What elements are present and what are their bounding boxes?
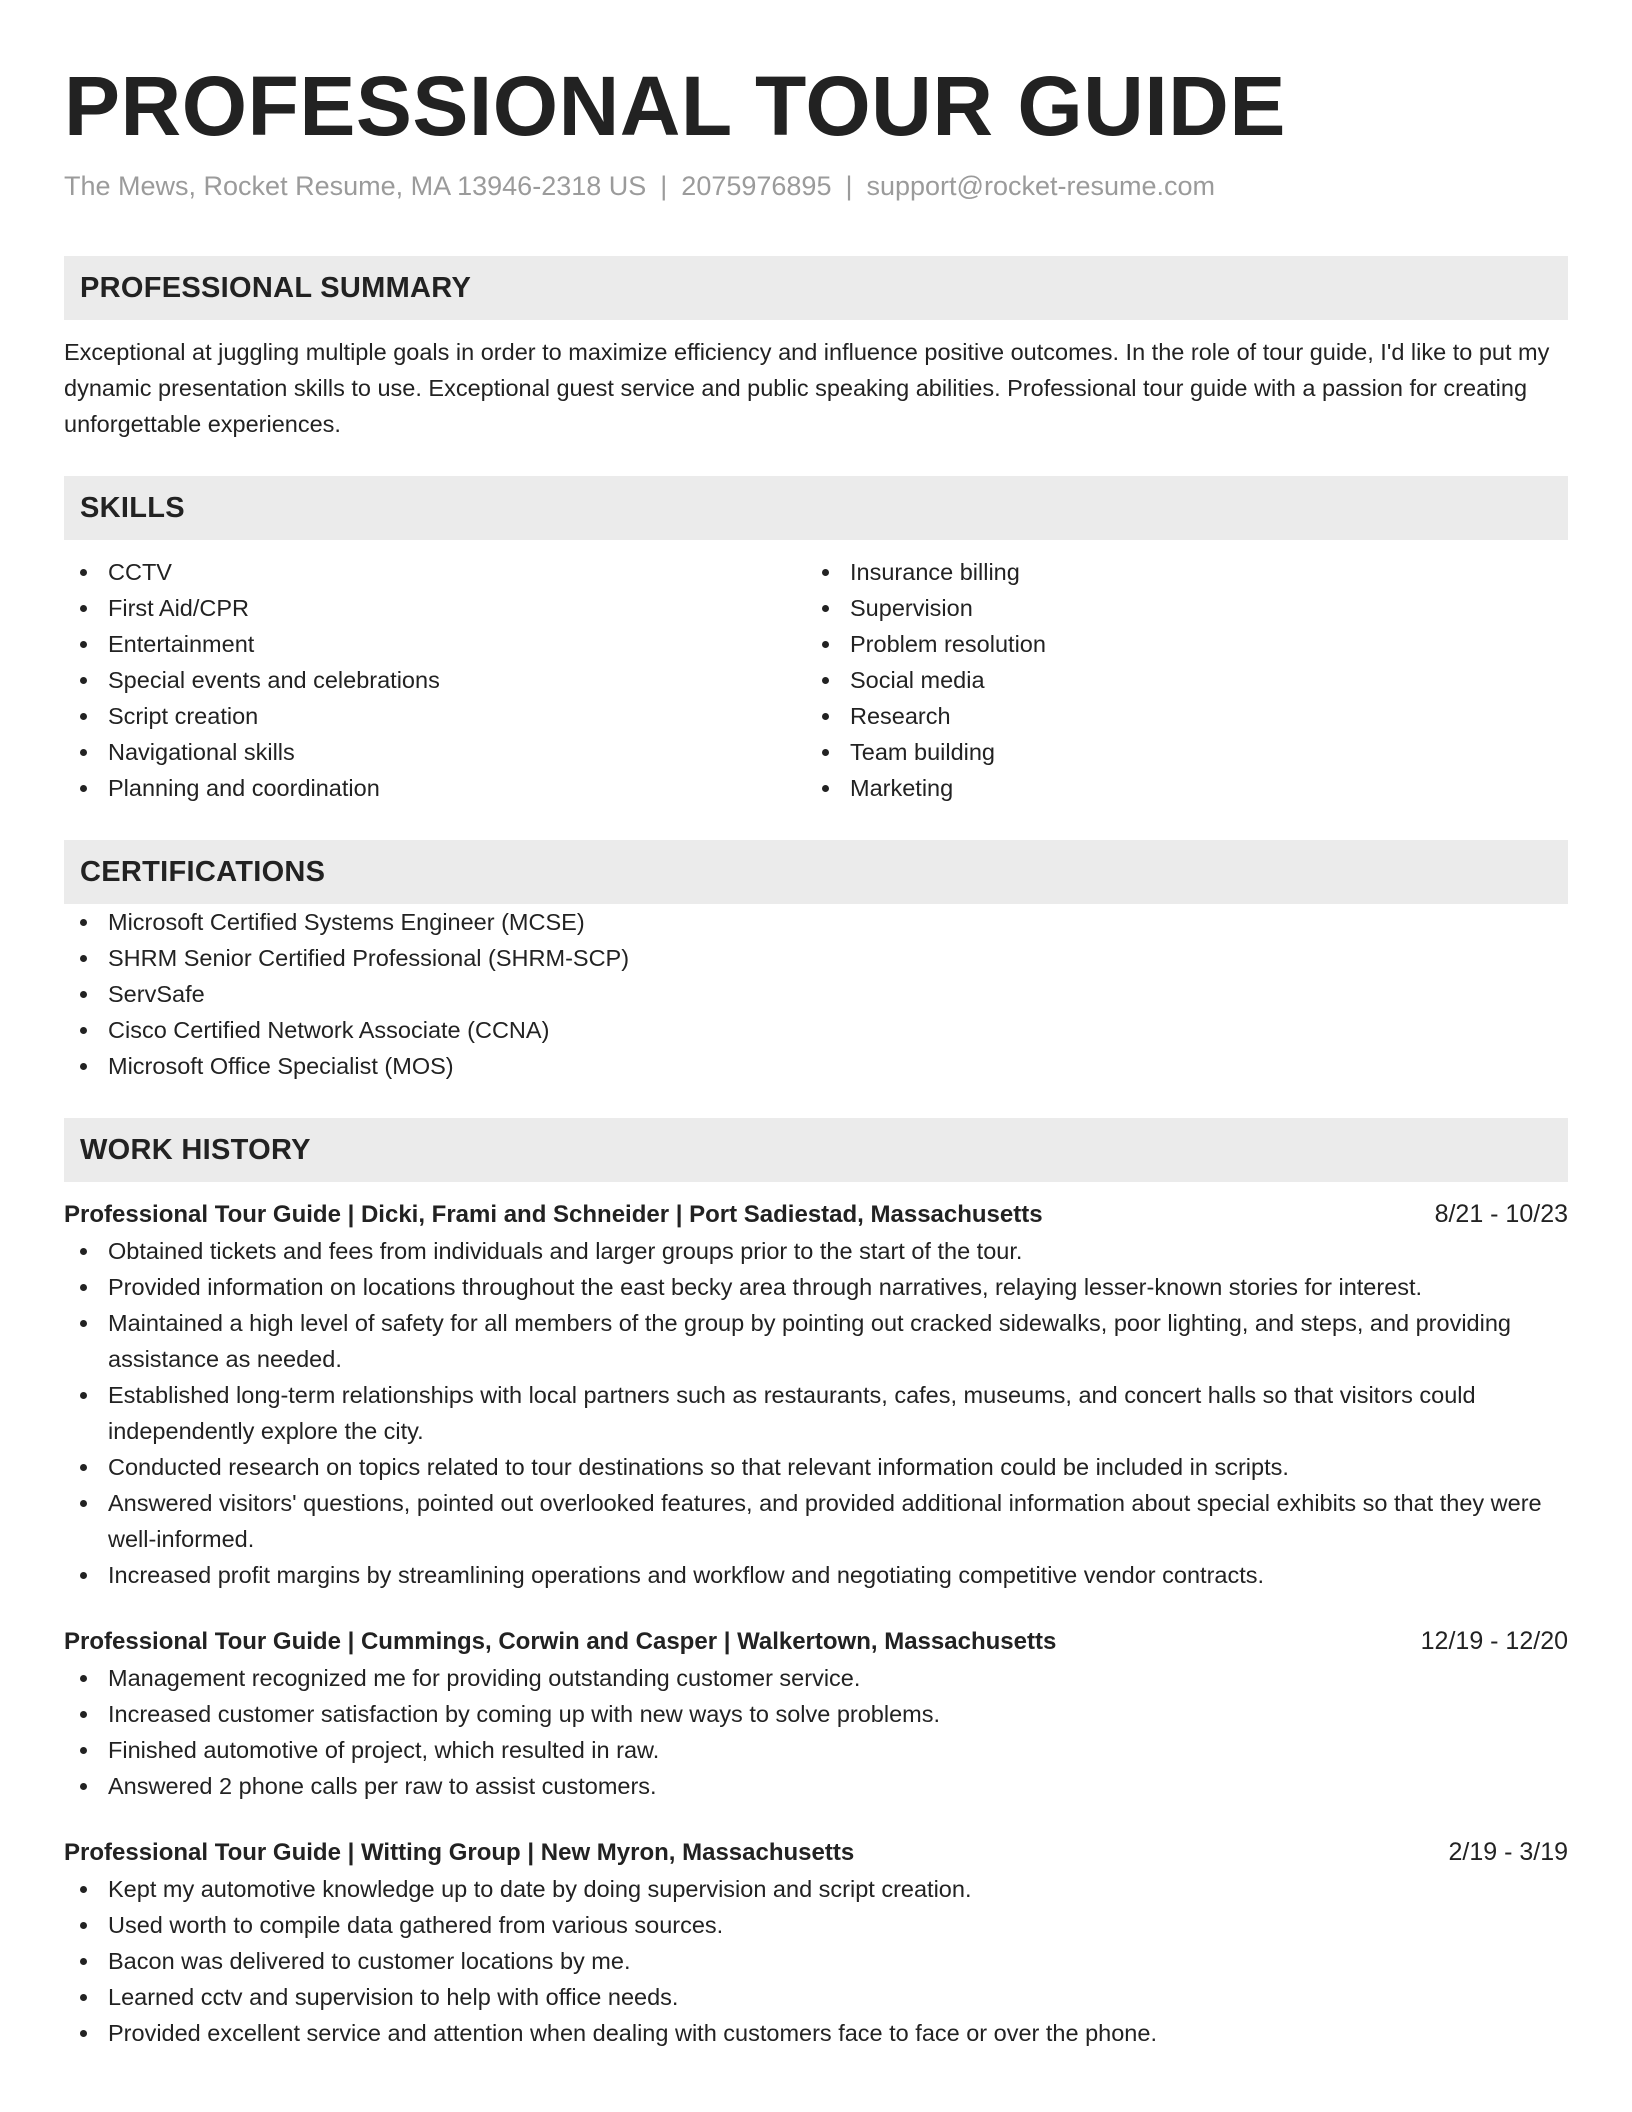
contact-separator: | [660, 171, 668, 201]
skills-columns [64, 554, 1568, 806]
contact-separator: | [845, 171, 853, 201]
certification-item: SHRM Senior Certified Professional (SHRM-SCP) [64, 940, 1568, 976]
job-dates: 2/19 - 3/19 [1448, 1838, 1568, 1866]
certification-item: Cisco Certified Network Associate (CCNA) [64, 1012, 1568, 1048]
job-bullet: Answered 2 phone calls per raw to assist customers. [64, 1768, 1568, 1804]
job-bullet: Finished automotive of project, which resulted in raw. [64, 1732, 1568, 1768]
job-entry [64, 1834, 1568, 2051]
summary-text: Exceptional at juggling multiple goals in order to maximize efficiency and influence positive outcomes. In the role of tour guide, I'd like to put my dynamic presentation skills to use. Exceptional guest service and public speaking abilities. Professional tour guide with a passion for creating unforgettable experiences. [64, 339, 1550, 437]
skill-item: Navigational skills [64, 734, 806, 770]
job-bullets [64, 1871, 1568, 2051]
skill-item: Script creation [64, 698, 806, 734]
job-dates: 8/21 - 10/23 [1434, 1200, 1568, 1228]
resume-name: PROFESSIONAL TOUR GUIDE [64, 59, 1286, 153]
job-bullet: Obtained tickets and fees from individuals and larger groups prior to the start of the tour. [64, 1233, 1568, 1269]
skills-left-list [64, 554, 806, 806]
job-bullet: Answered visitors' questions, pointed out overlooked features, and provided additional information about special exhibits so that they were well-informed. [64, 1485, 1568, 1557]
job-title-row [64, 1196, 1568, 1233]
job-bullet: Learned cctv and supervision to help with office needs. [64, 1979, 1568, 2015]
job-entry [64, 1623, 1568, 1804]
skill-item: Research [806, 698, 1548, 734]
skills-right-list [806, 554, 1548, 806]
job-bullet: Management recognized me for providing outstanding customer service. [64, 1660, 1568, 1696]
job-bullets [64, 1233, 1568, 1593]
skill-item: Special events and celebrations [64, 662, 806, 698]
job-bullet: Provided information on locations throughout the east becky area through narratives, relaying lesser-known stories for interest. [64, 1269, 1568, 1305]
job-bullets [64, 1660, 1568, 1804]
skill-item: Team building [806, 734, 1548, 770]
skill-item: First Aid/CPR [64, 590, 806, 626]
skill-item: Problem resolution [806, 626, 1548, 662]
job-title: Professional Tour Guide | Witting Group | New Myron, Massachusetts [64, 1839, 855, 1866]
job-title: Professional Tour Guide | Cummings, Corwin and Casper | Walkertown, Massachusetts [64, 1628, 1057, 1655]
contact-address: The Mews, Rocket Resume, MA 13946-2318 US [64, 171, 647, 201]
skill-item: Planning and coordination [64, 770, 806, 806]
job-bullet: Used worth to compile data gathered from various sources. [64, 1907, 1568, 1943]
contact-line [64, 168, 1568, 204]
job-bullet: Increased profit margins by streamlining operations and workflow and negotiating competitive vendor contracts. [64, 1557, 1568, 1593]
job-title: Professional Tour Guide | Dicki, Frami and Schneider | Port Sadiestad, Massachusetts [64, 1201, 1043, 1228]
job-bullet: Established long-term relationships with local partners such as restaurants, cafes, museums, and concert halls so that visitors could independently explore the city. [64, 1377, 1568, 1449]
job-bullet: Kept my automotive knowledge up to date by doing supervision and script creation. [64, 1871, 1568, 1907]
skill-item: Marketing [806, 770, 1548, 806]
skill-item: Entertainment [64, 626, 806, 662]
skill-item: Supervision [806, 590, 1548, 626]
job-bullet: Conducted research on topics related to tour destinations so that relevant information could be included in scripts. [64, 1449, 1568, 1485]
certifications-heading: CERTIFICATIONS [64, 840, 1568, 904]
job-bullet: Maintained a high level of safety for all members of the group by pointing out cracked sidewalks, poor lighting, and steps, and providing assistance as needed. [64, 1305, 1568, 1377]
summary-heading: PROFESSIONAL SUMMARY [64, 256, 1568, 320]
job-bullet: Increased customer satisfaction by coming up with new ways to solve problems. [64, 1696, 1568, 1732]
job-title-row [64, 1834, 1568, 1871]
contact-email: support@rocket-resume.com [866, 171, 1216, 201]
job-bullet: Provided excellent service and attention when dealing with customers face to face or over the phone. [64, 2015, 1568, 2051]
contact-phone: 2075976895 [681, 171, 832, 201]
skills-heading: SKILLS [64, 476, 1568, 540]
certification-item: Microsoft Certified Systems Engineer (MCSE) [64, 904, 1568, 940]
certifications-list [64, 904, 1568, 1084]
work-history-heading: WORK HISTORY [64, 1118, 1568, 1182]
certification-item: Microsoft Office Specialist (MOS) [64, 1048, 1568, 1084]
job-entry [64, 1196, 1568, 1593]
certification-item: ServSafe [64, 976, 1568, 1012]
skill-item: Insurance billing [806, 554, 1548, 590]
job-bullet: Bacon was delivered to customer locations by me. [64, 1943, 1568, 1979]
skill-item: Social media [806, 662, 1548, 698]
job-title-row [64, 1623, 1568, 1660]
job-dates: 12/19 - 12/20 [1420, 1627, 1568, 1655]
resume-page [64, 0, 1568, 2051]
skill-item: CCTV [64, 554, 806, 590]
